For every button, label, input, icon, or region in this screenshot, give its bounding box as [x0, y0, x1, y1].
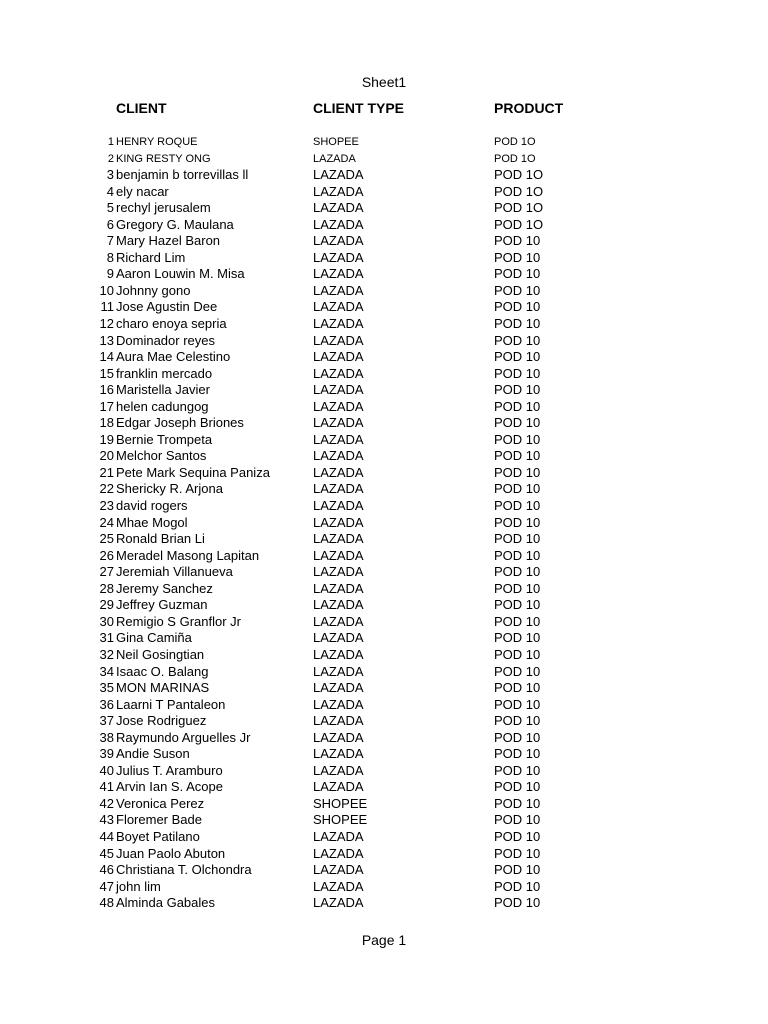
- client-type: LAZADA: [313, 663, 364, 679]
- client-type: LAZADA: [313, 845, 364, 861]
- row-number: 4: [106, 183, 114, 199]
- client-type: LAZADA: [313, 200, 364, 216]
- product: POD 10: [494, 382, 541, 398]
- table-row: [0, 134, 768, 151]
- client-name: Maristella Javier: [116, 382, 210, 398]
- client-type: LAZADA: [313, 680, 364, 696]
- client-name: john lim: [116, 878, 161, 894]
- row-number: 15: [99, 365, 114, 381]
- table-row: [0, 333, 768, 350]
- product: POD 1O: [494, 183, 544, 199]
- row-number: 31: [99, 630, 114, 646]
- table-row: [0, 846, 768, 863]
- product: POD 10: [494, 531, 541, 547]
- table-row: [0, 697, 768, 714]
- client-type: LAZADA: [313, 580, 364, 596]
- client-name: Shericky R. Arjona: [116, 481, 223, 497]
- row-number: 41: [99, 779, 114, 795]
- product: POD 10: [494, 762, 541, 778]
- table-row: [0, 167, 768, 184]
- client-table: [0, 134, 768, 912]
- row-number: 2: [107, 152, 114, 165]
- product: POD 10: [494, 895, 541, 911]
- client-type: LAZADA: [313, 316, 364, 332]
- client-name: Floremer Bade: [116, 812, 202, 828]
- row-number: 25: [99, 531, 114, 547]
- client-name: HENRY ROQUE: [116, 136, 198, 148]
- client-name: Melchor Santos: [116, 448, 207, 464]
- table-row: [0, 349, 768, 366]
- row-number: 28: [99, 580, 114, 596]
- row-number: 9: [106, 266, 114, 282]
- row-number: 17: [99, 398, 114, 414]
- client-name: Dominador reyes: [116, 332, 215, 348]
- client-type: LAZADA: [313, 597, 364, 613]
- product: POD 10: [494, 646, 541, 662]
- row-number: 40: [99, 762, 114, 778]
- product: POD 1O: [494, 216, 544, 232]
- client-name: Jeremiah Villanueva: [116, 564, 233, 580]
- table-row: [0, 184, 768, 201]
- row-number: 13: [99, 332, 114, 348]
- client-name: rechyl jerusalem: [116, 200, 211, 216]
- client-name: Mhae Mogol: [116, 514, 188, 530]
- row-number: 23: [99, 498, 114, 514]
- row-number: 39: [99, 746, 114, 762]
- table-row: [0, 366, 768, 383]
- row-number: 12: [99, 316, 114, 332]
- product: POD 10: [494, 249, 541, 265]
- table-row: [0, 862, 768, 879]
- client-name: Raymundo Arguelles Jr: [116, 729, 251, 745]
- client-name: Edgar Joseph Briones: [116, 415, 244, 431]
- table-row: [0, 515, 768, 532]
- product: POD 10: [494, 365, 541, 381]
- row-number: 21: [99, 464, 114, 480]
- client-name: Mary Hazel Baron: [116, 233, 221, 249]
- table-row: [0, 316, 768, 333]
- client-type: LAZADA: [313, 365, 364, 381]
- client-name: KING RESTY ONG: [116, 152, 211, 165]
- client-type: LAZADA: [313, 547, 364, 563]
- client-name: Arvin Ian S. Acope: [116, 779, 223, 795]
- product: POD 10: [494, 464, 541, 480]
- row-number: 24: [99, 514, 114, 530]
- client-type: LAZADA: [313, 382, 364, 398]
- client-type: LAZADA: [313, 398, 364, 414]
- row-number: 45: [99, 845, 114, 861]
- client-type: LAZADA: [313, 779, 364, 795]
- client-type: LAZADA: [313, 713, 364, 729]
- client-name: Richard Lim: [116, 249, 186, 265]
- row-number: 35: [99, 680, 114, 696]
- product: POD 10: [494, 597, 541, 613]
- product: POD 10: [494, 845, 541, 861]
- client-type: LAZADA: [313, 729, 364, 745]
- client-type: LAZADA: [313, 431, 364, 447]
- client-type: LAZADA: [313, 646, 364, 662]
- table-row: [0, 664, 768, 681]
- client-name: Julius T. Aramburo: [116, 762, 223, 778]
- table-row: [0, 812, 768, 829]
- table-row: [0, 630, 768, 647]
- row-number: 22: [99, 481, 114, 497]
- client-name: franklin mercado: [116, 365, 213, 381]
- table-row: [0, 796, 768, 813]
- product: POD 10: [494, 233, 541, 249]
- product: POD 10: [494, 680, 541, 696]
- client-name: Alminda Gabales: [116, 895, 215, 911]
- client-type: LAZADA: [313, 282, 364, 298]
- table-row: [0, 680, 768, 697]
- table-row: [0, 283, 768, 300]
- client-type: LAZADA: [313, 266, 364, 282]
- client-name: charo enoya sepria: [116, 316, 227, 332]
- row-number: 42: [99, 795, 114, 811]
- client-name: Jeremy Sanchez: [116, 580, 213, 596]
- client-name: helen cadungog: [116, 398, 209, 414]
- row-number: 36: [99, 696, 114, 712]
- row-number: 10: [99, 282, 114, 298]
- product: POD 10: [494, 613, 541, 629]
- client-name: Remigio S Granflor Jr: [116, 613, 241, 629]
- product: POD 10: [494, 696, 541, 712]
- table-row: [0, 465, 768, 482]
- product: POD 10: [494, 878, 541, 894]
- row-number: 20: [99, 448, 114, 464]
- client-type: SHOPEE: [313, 795, 368, 811]
- client-type: LAZADA: [313, 514, 364, 530]
- product: POD 10: [494, 448, 541, 464]
- client-type: LAZADA: [313, 531, 364, 547]
- client-name: Ronald Brian Li: [116, 531, 205, 547]
- client-name: Laarni T Pantaleon: [116, 696, 226, 712]
- row-number: 34: [99, 663, 114, 679]
- product: POD 10: [494, 713, 541, 729]
- table-row: [0, 217, 768, 234]
- row-number: 18: [99, 415, 114, 431]
- product: POD 10: [494, 316, 541, 332]
- product: POD 1O: [494, 152, 536, 165]
- row-number: 8: [106, 249, 114, 265]
- client-type: LAZADA: [313, 183, 364, 199]
- client-type: LAZADA: [313, 299, 364, 315]
- client-name: benjamin b torrevillas ll: [116, 167, 249, 183]
- table-row: [0, 895, 768, 912]
- product: POD 10: [494, 398, 541, 414]
- client-type: LAZADA: [313, 464, 364, 480]
- table-row: [0, 250, 768, 267]
- table-row: [0, 266, 768, 283]
- product: POD 10: [494, 564, 541, 580]
- client-name: MON MARINAS: [116, 680, 210, 696]
- row-number: 46: [99, 862, 114, 878]
- row-number: 47: [99, 878, 114, 894]
- client-type: LAZADA: [313, 216, 364, 232]
- client-type: LAZADA: [313, 762, 364, 778]
- client-type: LAZADA: [313, 613, 364, 629]
- client-type: LAZADA: [313, 828, 364, 844]
- client-name: Gina Camiña: [116, 630, 192, 646]
- client-name: Pete Mark Sequina Paniza: [116, 464, 270, 480]
- row-number: 6: [106, 216, 114, 232]
- product: POD 10: [494, 349, 541, 365]
- table-row: [0, 614, 768, 631]
- row-number: 11: [100, 299, 114, 315]
- product: POD 10: [494, 266, 541, 282]
- client-type: LAZADA: [313, 481, 364, 497]
- table-row: [0, 730, 768, 747]
- row-number: 14: [99, 349, 114, 365]
- product: POD 10: [494, 431, 541, 447]
- sheet-title: Sheet1: [361, 74, 407, 90]
- table-row: [0, 564, 768, 581]
- client-type: LAZADA: [313, 564, 364, 580]
- row-number: 5: [106, 200, 114, 216]
- product: POD 10: [494, 547, 541, 563]
- client-name: Meradel Masong Lapitan: [116, 547, 260, 563]
- table-row: [0, 448, 768, 465]
- row-number: 30: [99, 613, 114, 629]
- client-type: LAZADA: [313, 448, 364, 464]
- client-type: LAZADA: [313, 152, 356, 165]
- client-name: Aaron Louwin M. Misa: [116, 266, 245, 282]
- product: POD 10: [494, 282, 541, 298]
- table-row: [0, 829, 768, 846]
- row-number: 27: [99, 564, 114, 580]
- client-type: LAZADA: [313, 696, 364, 712]
- client-name: Jeffrey Guzman: [116, 597, 208, 613]
- client-name: david rogers: [116, 498, 188, 514]
- column-header-product: PRODUCT: [494, 100, 564, 116]
- product: POD 1O: [494, 167, 544, 183]
- client-name: Juan Paolo Abuton: [116, 845, 226, 861]
- client-type: LAZADA: [313, 878, 364, 894]
- table-row: [0, 713, 768, 730]
- row-number: 7: [106, 233, 114, 249]
- product: POD 10: [494, 795, 541, 811]
- client-type: LAZADA: [313, 895, 364, 911]
- client-name: Aura Mae Celestino: [116, 349, 231, 365]
- table-row: [0, 233, 768, 250]
- client-name: Gregory G. Maulana: [116, 216, 234, 232]
- product: POD 10: [494, 663, 541, 679]
- client-type: LAZADA: [313, 249, 364, 265]
- product: POD 10: [494, 498, 541, 514]
- table-row: [0, 151, 768, 168]
- row-number: 43: [99, 812, 114, 828]
- table-row: [0, 432, 768, 449]
- client-type: SHOPEE: [313, 136, 359, 148]
- row-number: 26: [99, 547, 114, 563]
- product: POD 10: [494, 299, 541, 315]
- table-row: [0, 299, 768, 316]
- row-number: 19: [99, 431, 114, 447]
- row-number: 44: [99, 828, 114, 844]
- table-row: [0, 879, 768, 896]
- row-number: 16: [99, 382, 114, 398]
- row-number: 32: [99, 646, 114, 662]
- product: POD 10: [494, 481, 541, 497]
- table-row: [0, 779, 768, 796]
- product: POD 10: [494, 514, 541, 530]
- client-name: Neil Gosingtian: [116, 646, 205, 662]
- table-row: [0, 763, 768, 780]
- table-row: [0, 597, 768, 614]
- client-type: LAZADA: [313, 415, 364, 431]
- client-type: LAZADA: [313, 167, 364, 183]
- column-header-client: CLIENT: [116, 100, 167, 116]
- row-number: 29: [99, 597, 114, 613]
- client-type: LAZADA: [313, 233, 364, 249]
- table-row: [0, 415, 768, 432]
- client-type: LAZADA: [313, 630, 364, 646]
- table-row: [0, 399, 768, 416]
- row-number: 48: [99, 895, 114, 911]
- table-row: [0, 481, 768, 498]
- row-number: 1: [107, 136, 114, 148]
- client-type: LAZADA: [313, 746, 364, 762]
- client-type: LAZADA: [313, 349, 364, 365]
- product: POD 1O: [494, 200, 544, 216]
- client-name: Bernie Trompeta: [116, 431, 213, 447]
- table-row: [0, 548, 768, 565]
- table-row: [0, 382, 768, 399]
- page-number: Page 1: [361, 932, 407, 948]
- row-number: 37: [99, 713, 114, 729]
- product: POD 10: [494, 630, 541, 646]
- client-name: Isaac O. Balang: [116, 663, 209, 679]
- product: POD 1O: [494, 136, 536, 148]
- product: POD 10: [494, 812, 541, 828]
- client-name: ely nacar: [116, 183, 169, 199]
- client-name: Boyet Patilano: [116, 828, 200, 844]
- row-number: 38: [99, 729, 114, 745]
- product: POD 10: [494, 415, 541, 431]
- product: POD 10: [494, 746, 541, 762]
- product: POD 10: [494, 779, 541, 795]
- client-name: Veronica Perez: [116, 795, 205, 811]
- column-header-client-type: CLIENT TYPE: [313, 100, 405, 116]
- product: POD 10: [494, 580, 541, 596]
- product: POD 10: [494, 729, 541, 745]
- table-row: [0, 647, 768, 664]
- client-type: LAZADA: [313, 862, 364, 878]
- product: POD 10: [494, 332, 541, 348]
- product: POD 10: [494, 828, 541, 844]
- product: POD 10: [494, 862, 541, 878]
- client-type: SHOPEE: [313, 812, 368, 828]
- table-row: [0, 746, 768, 763]
- client-type: LAZADA: [313, 332, 364, 348]
- table-row: [0, 498, 768, 515]
- table-row: [0, 531, 768, 548]
- client-name: Christiana T. Olchondra: [116, 862, 252, 878]
- client-name: Jose Rodriguez: [116, 713, 207, 729]
- table-row: [0, 200, 768, 217]
- client-name: Johnny gono: [116, 282, 191, 298]
- client-name: Jose Agustin Dee: [116, 299, 218, 315]
- row-number: 3: [106, 167, 114, 183]
- client-name: Andie Suson: [116, 746, 190, 762]
- client-type: LAZADA: [313, 498, 364, 514]
- table-row: [0, 581, 768, 598]
